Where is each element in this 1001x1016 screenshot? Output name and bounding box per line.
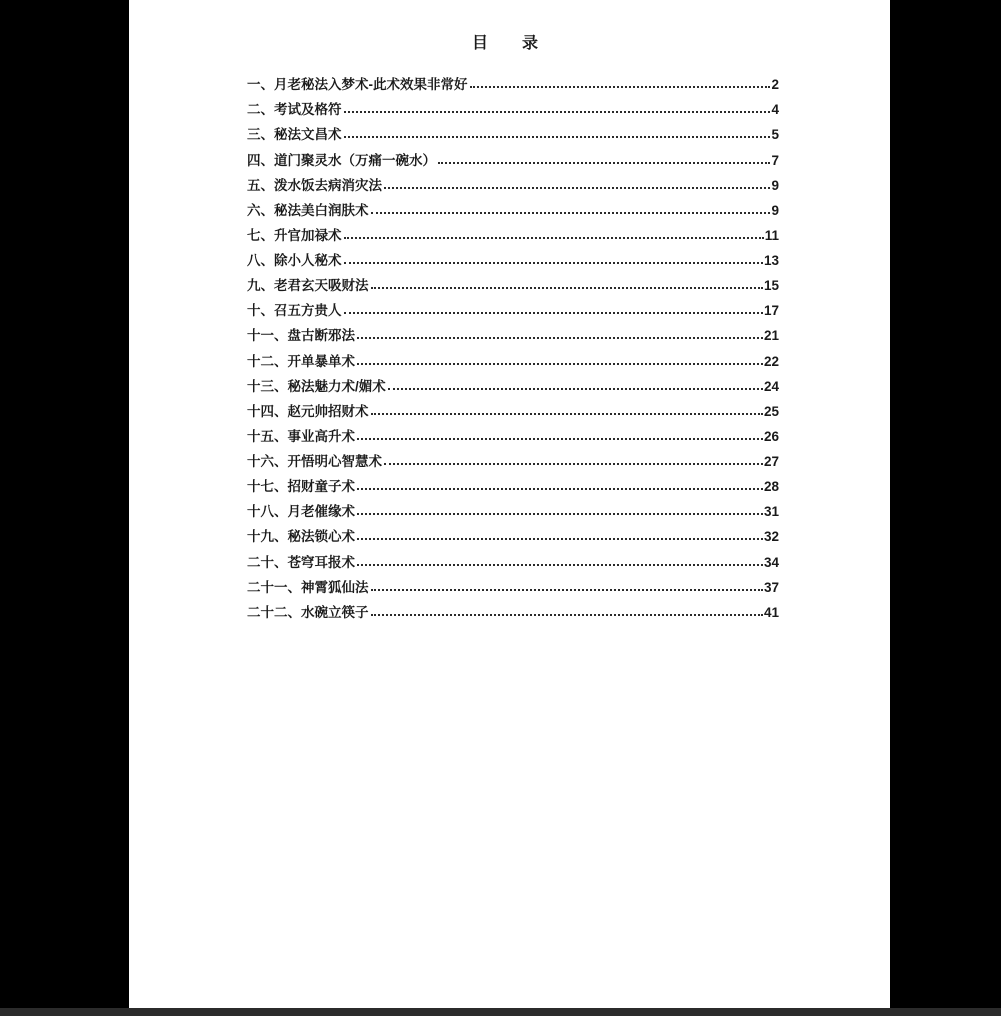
dot-leader <box>371 614 763 616</box>
toc-entry-label: 二十二、水碗立筷子 <box>247 604 369 620</box>
toc-entry[interactable] <box>247 245 779 270</box>
toc-entry[interactable] <box>247 69 779 94</box>
toc-entry-label: 二十一、神霄狐仙法 <box>247 579 369 595</box>
dot-leader <box>344 111 771 113</box>
toc-entry[interactable] <box>247 320 779 345</box>
toc-entry-page-number: 37 <box>763 579 779 595</box>
toc-entry[interactable] <box>247 446 779 471</box>
toc-entry[interactable] <box>247 345 779 370</box>
toc-entry-label: 十、召五方贵人 <box>247 303 342 319</box>
toc-entry-page-number: 9 <box>771 202 779 218</box>
toc-list <box>247 69 779 622</box>
dot-leader <box>438 162 770 164</box>
toc-entry-label: 四、道门聚灵水（万痛一碗水） <box>247 152 436 168</box>
toc-entry-page-number: 31 <box>763 504 779 520</box>
toc-entry-page-number: 41 <box>763 604 779 620</box>
toc-entry[interactable] <box>247 471 779 496</box>
toc-entry[interactable] <box>247 597 779 622</box>
toc-entry[interactable] <box>247 94 779 119</box>
toc-entry-label: 六、秘法美白润肤术 <box>247 202 369 218</box>
toc-entry-page-number: 28 <box>763 479 779 495</box>
toc-entry-label: 十三、秘法魅力术/媚术 <box>247 378 386 394</box>
toc-entry-page-number: 11 <box>764 227 779 243</box>
toc-entry-page-number: 13 <box>763 253 779 268</box>
toc-entry-label: 七、升官加禄术 <box>247 227 342 243</box>
toc-entry-label: 五、泼水饭去病消灾法 <box>247 177 382 193</box>
toc-entry[interactable] <box>247 421 779 446</box>
toc-entry-page-number: 25 <box>763 403 779 419</box>
dot-leader <box>357 438 763 440</box>
toc-entry-label: 一、月老秘法入梦术-此术效果非常好 <box>247 77 468 93</box>
toc-entry-label: 十二、开单暴单术 <box>247 353 355 369</box>
toc-entry[interactable] <box>247 371 779 396</box>
toc-entry[interactable] <box>247 170 779 195</box>
dot-leader <box>344 312 763 314</box>
dot-leader <box>344 136 771 138</box>
toc-entry[interactable] <box>247 496 779 521</box>
dot-leader <box>357 538 763 540</box>
toc-entry-page-number: 22 <box>763 353 779 369</box>
dot-leader <box>344 237 764 239</box>
dot-leader <box>357 488 763 490</box>
toc-entry-page-number: 15 <box>763 278 779 294</box>
toc-entry[interactable] <box>247 270 779 295</box>
dot-leader <box>384 187 770 189</box>
page-bottom-edge <box>0 1008 1001 1016</box>
toc-entry-page-number: 2 <box>771 77 779 93</box>
toc-entry-page-number: 17 <box>763 303 779 319</box>
toc-entry[interactable] <box>247 521 779 546</box>
toc-entry[interactable] <box>247 144 779 169</box>
toc-entry-label: 十八、月老催缘术 <box>247 504 355 520</box>
toc-entry-label: 十一、盘古断邪法 <box>247 328 355 344</box>
dot-leader <box>357 564 763 566</box>
toc-entry[interactable] <box>247 546 779 571</box>
dot-leader <box>344 262 763 264</box>
toc-entry[interactable] <box>247 119 779 144</box>
toc-entry-page-number: 9 <box>771 177 779 193</box>
toc-entry[interactable] <box>247 295 779 320</box>
dot-leader <box>357 337 763 339</box>
toc-entry-page-number: 24 <box>763 378 779 394</box>
dot-leader <box>371 413 763 415</box>
toc-entry[interactable] <box>247 195 779 220</box>
toc-entry-label: 十九、秘法锁心术 <box>247 529 355 545</box>
dot-leader <box>371 212 771 214</box>
toc-entry-page-number: 4 <box>771 102 779 118</box>
toc-entry-page-number: 34 <box>763 554 779 570</box>
toc-entry-page-number: 27 <box>763 454 779 469</box>
toc-entry-page-number: 5 <box>771 127 779 143</box>
dot-leader <box>384 463 763 465</box>
toc-entry[interactable] <box>247 396 779 421</box>
toc-entry-page-number: 32 <box>763 529 779 545</box>
toc-entry-page-number: 21 <box>763 328 779 344</box>
page-title: 目 录 <box>471 35 547 52</box>
toc-entry-label: 十七、招财童子术 <box>247 479 355 495</box>
toc-entry-label: 九、老君玄天吸财法 <box>247 278 369 294</box>
toc-entry[interactable] <box>247 572 779 597</box>
toc-entry[interactable] <box>247 220 779 245</box>
toc-entry-label: 二十、苍穹耳报术 <box>247 554 355 570</box>
toc-entry-label: 三、秘法文昌术 <box>247 127 342 143</box>
dot-leader <box>357 363 763 365</box>
toc-entry-label: 十四、赵元帅招财术 <box>247 403 369 419</box>
toc-entry-label: 十六、开悟明心智慧术 <box>247 454 382 469</box>
toc-entry-label: 二、考试及格符 <box>247 102 342 118</box>
toc-entry-page-number: 26 <box>763 428 779 444</box>
dot-leader <box>371 287 763 289</box>
toc-entry-label: 八、除小人秘术 <box>247 253 342 268</box>
dot-leader <box>371 589 763 591</box>
document-page <box>129 0 890 1008</box>
dot-leader <box>357 513 763 515</box>
dot-leader <box>388 388 763 390</box>
dot-leader <box>470 86 771 88</box>
toc-entry-label: 十五、事业高升术 <box>247 428 355 444</box>
toc-entry-page-number: 7 <box>771 152 779 168</box>
